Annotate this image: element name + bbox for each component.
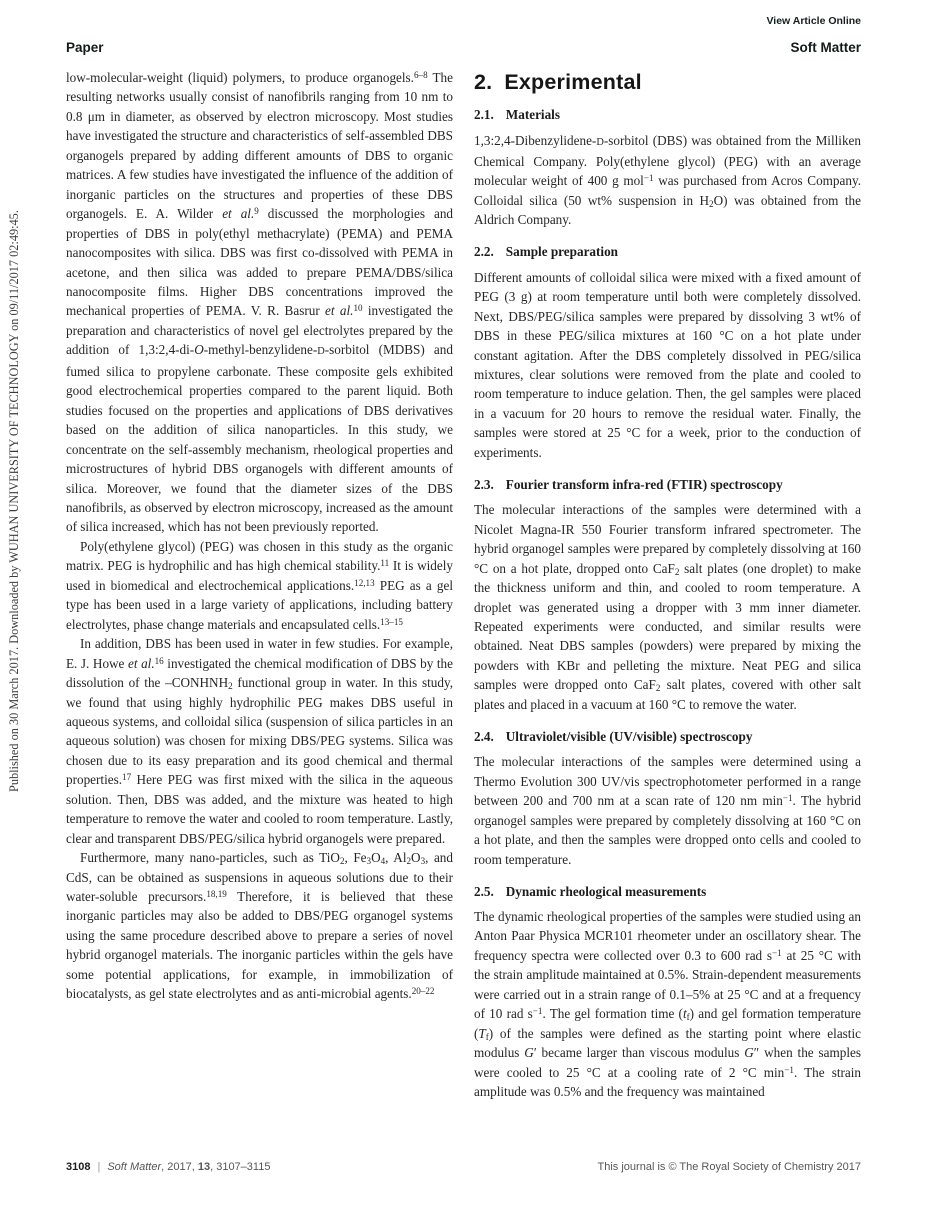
page-number: 3108 (66, 1161, 91, 1173)
page-footer (66, 1161, 861, 1173)
subsection-heading: 2.1. Materials (474, 107, 560, 122)
subsection-body: Different amounts of colloidal silica were mixed with a fixed amount of PEG (3 g) at room temperature until both were completely dissolved. Next, DBS/PEG/silica samples were prepared by dissolving 3 wt% of DBS in these PEG/silica mixtures at 160 °C on a hot plate under constant agitation. After the DBS completely dissolved in PEG/silica mixtures, clear solutions were removed from the plate and cooled to room temperature to induce gelation. Then, the gel samples were placed in a vacuum for 20 hours to remove the residual water. Finally, the samples were stored at 25 °C for a week, prior to the conduction of experiments. (474, 269, 861, 460)
body-paragraph: Furthermore, many nano-particles, such as TiO$_2$, $Fe_3O_4$, $Al_2O_3$, and CdS, can be obtained as suspensions in aqueous solutions due to their water-soluble precursors.$^{18,19}$ Therefore, it is believed that these inorganic particles may also be added to DBS/PEG organogel systems using the same procedure described above to prepare a series of novel hybrid organogel materials. The inorganic particles within the gels have some potential applications, for example, in immobilization of biocatalysts, as gel state electrolytes and as anti-microbial agents.$^{20-22}$ (66, 850, 454, 1002)
footer-copyright: This journal is © The Royal Society of Chemistry 2017 (597, 1161, 861, 1173)
section-number: 2. (474, 70, 493, 94)
footer-separator: | (97, 1161, 101, 1173)
subsection-body: The molecular interactions of the samples were determined using a Thermo Evolution 300 UV/vis spectrophotometer performed in a range between 200 and 700 nm at a scan rate of 120 nm $\min^{-1}$. The hybrid organogel samples were prepared by completely dissolving at 160 °C on a hot plate, and then the samples were dropped onto cells and cooled to room temperature. (474, 754, 861, 867)
right-column (474, 68, 861, 1102)
subsection-heading: 2.5. Dynamic rheological measurements (474, 883, 707, 899)
article-body (66, 68, 861, 1102)
subsection-body: The dynamic rheological properties of the samples were studied using an Anton Paar Physica MCR101 rheometer under an oscillatory shear. The frequency spectra were collected over 0.3 to 600 rad $s^{-1}$ at 25 °C with the strain amplitude maintained at 0.5%. Strain-dependent measurements were carried out in a strain range of 0.1–5% at 25 °C and at a frequency of 10 rad $s^{-1}$. The gel formation time $(t_f)$ and gel formation temperature $(T_f)$ of the samples were defined as the starting point where elastic modulus G′ became larger than viscous modulus G″ when the samples were cooled to 25 °C at a cooling rate of 2 °C $\min^{-1}$. The strain amplitude was 0.5% and the frequency was maintained (474, 909, 861, 1100)
view-article-online-link[interactable]: View Article Online (766, 15, 861, 27)
subsection-body: 1,3:2,4-Dibenzylidene-D-sorbitol (DBS) was obtained from the Milliken Chemical Company. Poly(ethylene glycol) (PEG) with an average molecular weight of 400 g mol$^{-1}$ was purchased from Acros Company. Colloidal silica (50 wt% suspension in $H_2O$) was obtained from the Aldrich Company. (474, 132, 861, 228)
subsection-heading: 2.4. Ultraviolet/visible (UV/visible) spectroscopy (474, 728, 753, 744)
subsection-heading: 2.3. Fourier transform infra-red (FTIR) spectroscopy (474, 476, 783, 492)
footer-citation (66, 1161, 270, 1173)
section-title: Experimental (504, 70, 642, 94)
journal-name-label: Soft Matter (790, 40, 861, 55)
journal-citation: Soft Matter, 2017, 13, 3107–3115 (107, 1161, 271, 1173)
body-paragraph: In addition, DBS has been used in water in few studies. For example, E. J. Howe et al.$^{16}$ investigated the chemical modification of DBS by the dissolution of the $-CONHNH_2$ functional group in water. In this study, we found that using highly hydrophilic PEG makes DBS useful in aqueous systems, and colloidal silica (suspension of silica particles in an aqueous solution) was chosen for mixing DBS/PEG systems. Silica was chosen due to its easy preparation and its good chemical and thermal properties.$^{17}$ Here PEG was first mixed with the silica in the aqueous solution. Then, DBS was added, and the mixture was heated to high temperature to remove the water and cooled to room temperature. Lastly, clear and transparent DBS/PEG/silica hybrid organogels were prepared. (66, 636, 453, 846)
subsection-heading: 2.2. Sample preparation (474, 244, 619, 260)
body-paragraph: low-molecular-weight (liquid) polymers, to produce organogels.$^{6-8}$ The resulting networks usually consist of nanofibrils ranging from 10 nm to 0.8 μm in diameter, as observed by electron microscopy. Most studies have investigated the structure and characteristics of self-assembled DBS organogels prepared by adding different amounts of DBS to organic matrices. A few studies have investigated the influence of the addition of inorganic particles on the structures and properties of these DBS organogels. E. A. Wilder et al.$^9$ discussed the morphologies and properties of DBS in poly(ethyl methacrylate) (PEMA) and PEMA nanocomposites with silica. DBS was first co-dissolved with PEMA in acetone, and then silica was added to prepare PEMA/DBS/silica nanocomposite films. Higher DBS concentrations improved the mechanical properties of PEMA. V. R. Basrur et al.$^{10}$ investigated the preparation and characteristics of novel gel electrolytes prepared by the addition of 1,3:2,4-di-O-methyl-benzylidene-D-sorbitol (MDBS) and fumed silica to propylene carbonate. These composite gels exhibited good electrochemical properties compared to the parent liquid. Both studies focused on the properties and applications of DBS derivatives based on the addition of silica nanoparticles. In this study, we concentrate on the self-assembly mechanism, rheological properties and microstructures of hybrid DBS organogels with different amounts of silica. Moreover, we found that the diameter sizes of the DBS nanofibrils, as observed by electron microscopy, increased as the amount of silica increased, which has not been previously reported. (66, 69, 454, 535)
left-column (66, 68, 453, 1102)
article-type-label: Paper (66, 40, 104, 55)
body-paragraph: Poly(ethylene glycol) (PEG) was chosen in this study as the organic matrix. PEG is hydrophilic and has high chemical stability.$^{11}$ It is widely used in biomedical and electrochemical applications.$^{12,13}$ PEG as a gel type has been used in a large variety of applications, including battery electrolytes, phase change materials and encapsulated cells.$^{13-15}$ (66, 538, 453, 632)
subsection-body: The molecular interactions of the samples were determined with a Nicolet Magna-IR 550 Fourier transform infrared spectrometer. The hybrid organogel samples were prepared by completely dissolving at 160 °C on a hot plate, dropped onto CaF$_2$ salt plates (one droplet) to make the thickness uniform and thin, and cooled to room temperature. A droplet was generated using a dropper with 3 mm inner diameter. Repeated experiments were conducted, and similar results were obtained. Neat DBS samples (powders) were prepared by mixing the powders with KBr and pelleting the mixture. Neat PEG and silica samples were dropped onto CaF$_2$ salt plates, covered with other salt plates and placed in a vacuum at 160 °C to remove the water. (474, 502, 862, 712)
provenance-sidebar-text: Published on 30 March 2017. Downloaded by WUHAN UNIVERSITY OF TECHNOLOGY on 09/11/2017 02:49:45. (7, 210, 21, 792)
section-heading (474, 70, 861, 94)
